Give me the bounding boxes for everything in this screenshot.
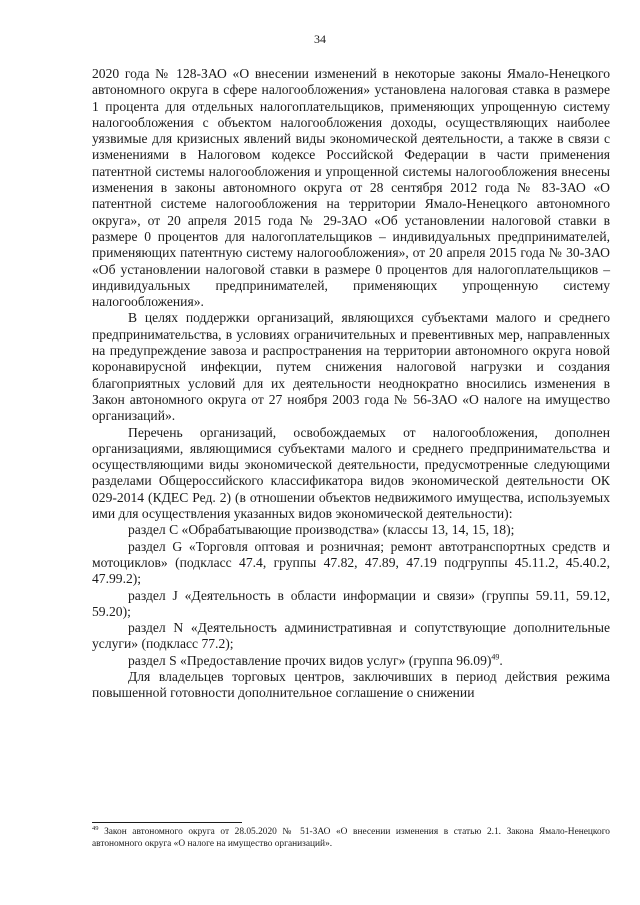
paragraph-3: Перечень организаций, освобождаемых от налогообложения, дополнен организациями, являющимися субъектами малого и среднего предпринимательства и осуществляющими виды экономической деятельности, предусмотренные следующими разделами Общероссийского классификатора видов экономической деятельности ОК 029-2014 (КДЕС Ред. 2) (в отношении объектов недвижимого имущества, используемых ими для осуществления указанных видов экономической деятельности): — [92, 424, 610, 522]
footnote-reference[interactable]: 49 — [491, 652, 500, 662]
footnote-divider — [92, 822, 242, 823]
document-body — [92, 66, 610, 702]
paragraph-8-tail: . — [499, 652, 503, 668]
footnote-mark: 49 — [92, 824, 99, 832]
footnote — [92, 826, 610, 850]
paragraph-8-text: раздел S «Предоставление прочих видов услуг» (группа 96.09) — [128, 652, 492, 668]
paragraph-1: 2020 года № 128-ЗАО «О внесении изменений в некоторые законы Ямало-Ненецкого автономного округа в сфере налогообложения» установлена налоговая ставка в размере 1 процента для отдельных налогоплательщиков, применяющих упрощенную систему налогообложения с объектом налогообложения доходы, осуществляющих наиболее уязвимые для кризисных явлений виды экономической деятельности, а также в связи с изменениями в Налоговом кодексе Российской Федерации в части применения патентной системы налогообложения и упрощенной системы налогообложения внесены изменения в законы автономного округа от 28 сентября 2012 года № 83-ЗАО «О патентной системе налогообложения на территории Ямало-Ненецкого автономного округа», от 20 апреля 2015 года № 29-ЗАО «Об установлении налоговой ставки в размере 0 процентов для налогоплательщиков – индивидуальных предпринимателей, применяющих патентную систему налогообложения», от 20 апреля 2015 года № 30-ЗАО «Об установлении налоговой ставки в размере 0 процентов для налогоплательщиков – индивидуальных предпринимателей, применяющих упрощенную систему налогообложения». — [92, 66, 610, 310]
paragraph-5: раздел G «Торговля оптовая и розничная; ремонт автотранспортных средств и мотоциклов» (подкласс 47.4, группы 47.82, 47.89, 47.19 подгруппы 45.11.2, 45.40.2, 47.99.2); — [92, 538, 610, 587]
footnote-text: Закон автономного округа от 28.05.2020 № 51-ЗАО «О внесении изменения в статью 2.1. Закона Ямало-Ненецкого автономного округа «О налоге на имущество организаций». — [92, 827, 610, 849]
page-number: 34 — [314, 32, 326, 46]
paragraph-6: раздел J «Деятельность в области информации и связи» (группы 59.11, 59.12, 59.20); — [92, 587, 610, 619]
paragraph-9: Для владельцев торговых центров, заключивших в период действия режима повышенной готовности дополнительное соглашение о снижении — [92, 668, 610, 701]
paragraph-7: раздел N «Деятельность административная и сопутствующие дополнительные услуги» (подкласс 77.2); — [92, 620, 610, 652]
paragraph-8 — [92, 653, 610, 669]
paragraph-2: В целях поддержки организаций, являющихся субъектами малого и среднего предпринимательства, в условиях ограничительных и превентивных мер, направленных на предупреждение завоза и распространения на территории автономного округа новой коронавирусной инфекции, путем снижения налоговой нагрузки и создания благоприятных условий для их деятельности неоднократно вносились изменения в Закон автономного округа от 27 ноября 2003 года № 56-ЗАО «О налоге на имущество организаций». — [92, 310, 610, 424]
paragraph-4: раздел C «Обрабатывающие производства» (классы 13, 14, 15, 18); — [128, 522, 515, 538]
